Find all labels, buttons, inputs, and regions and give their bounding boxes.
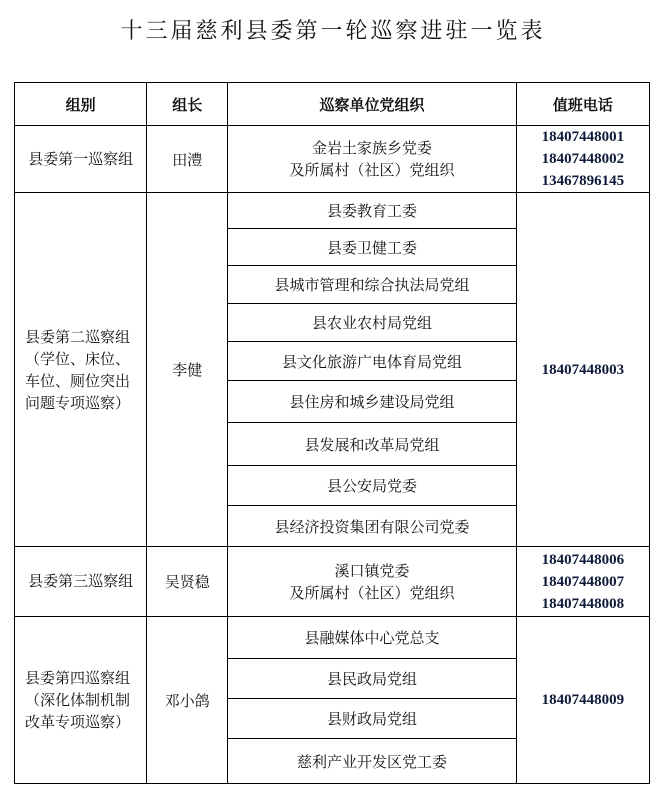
header-group: 组别 [15, 83, 147, 126]
inspected-unit: 县财政局党组 [228, 699, 516, 739]
inspected-unit: 县经济投资集团有限公司党委 [228, 506, 516, 547]
page-title: 十三届慈利县委第一轮巡察进驻一览表 [120, 19, 546, 44]
inspected-unit: 县农业农村局党组 [228, 304, 516, 342]
inspected-unit: 慈利产业开发区党工委 [228, 739, 516, 784]
header-leader: 组长 [147, 83, 228, 126]
group-leader: 邓小鸽 [147, 617, 228, 784]
header-unit: 巡察单位党组织 [228, 83, 516, 126]
group-name: 县委第二巡察组 （学位、床位、 车位、厕位突出 问题专项巡察） [15, 193, 147, 547]
inspected-unit: 县委卫健工委 [228, 229, 516, 266]
inspected-unit: 县民政局党组 [228, 659, 516, 699]
group-name: 县委第一巡察组 [15, 126, 147, 193]
inspected-unit: 金岩土家族乡党委 及所属村（社区）党组织 [228, 126, 516, 193]
inspection-table [14, 82, 650, 784]
duty-phone: 18407448003 [516, 193, 649, 547]
inspected-unit: 县发展和改革局党组 [228, 423, 516, 466]
inspected-unit: 溪口镇党委 及所属村（社区）党组织 [228, 547, 516, 617]
table-header-row [15, 83, 650, 126]
inspected-unit: 县委教育工委 [228, 193, 516, 229]
header-phone: 值班电话 [516, 83, 649, 126]
duty-phone: 18407448006 18407448007 18407448008 [516, 547, 649, 617]
group-leader: 田澧 [147, 126, 228, 193]
inspected-unit: 县城市管理和综合执法局党组 [228, 266, 516, 304]
inspected-unit: 县住房和城乡建设局党组 [228, 381, 516, 423]
duty-phone: 18407448001 18407448002 13467896145 [516, 126, 649, 193]
inspected-unit: 县融媒体中心党总支 [228, 617, 516, 659]
group-leader: 吴贤稳 [147, 547, 228, 617]
table-row [15, 193, 650, 229]
table-row [15, 547, 650, 617]
group-name: 县委第四巡察组 （深化体制机制 改革专项巡察） [15, 617, 147, 784]
inspected-unit: 县公安局党委 [228, 466, 516, 506]
duty-phone: 18407448009 [516, 617, 649, 784]
table-row [15, 617, 650, 659]
group-name: 县委第三巡察组 [15, 547, 147, 617]
table-row [15, 126, 650, 193]
inspected-unit: 县文化旅游广电体育局党组 [228, 342, 516, 381]
group-leader: 李健 [147, 193, 228, 547]
